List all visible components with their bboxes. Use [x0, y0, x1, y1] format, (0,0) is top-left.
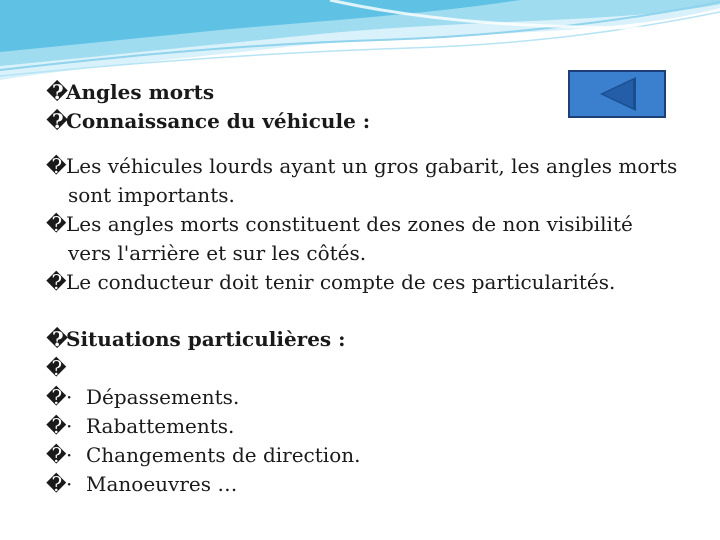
section-connaissance-title: �Connaissance du véhicule :: [46, 107, 706, 136]
bullet-glyph: �: [46, 385, 67, 409]
item-marker: ·: [66, 443, 73, 467]
paragraph-1: �Les véhicules lourds ayant un gros gabarit, les angles morts: [46, 152, 706, 181]
list-item: �· Manoeuvres …: [46, 470, 706, 499]
item-marker: ·: [66, 414, 73, 438]
list-item: �· Changements de direction.: [46, 441, 706, 470]
bullet-glyph: �: [46, 356, 67, 380]
list-item: �· Dépassements.: [46, 383, 706, 412]
bullet-glyph: �: [46, 327, 69, 351]
paragraph-3: �Le conducteur doit tenir compte de ces particularités.: [46, 268, 706, 297]
slide-content: [46, 78, 706, 499]
bullet-glyph: �: [46, 443, 67, 467]
section-angles-morts-title: �Angles morts: [46, 78, 706, 107]
paragraph-1-continued: sont importants.: [68, 183, 235, 207]
bullet-glyph: �: [46, 212, 67, 236]
bullet-glyph: �: [46, 414, 67, 438]
bullet-glyph: �: [46, 472, 67, 496]
item-marker: ·: [66, 472, 73, 496]
bullet-glyph: �: [46, 109, 69, 133]
list-item: �· Rabattements.: [46, 412, 706, 441]
empty-bullet-line: [46, 354, 706, 383]
item-marker: ·: [66, 385, 73, 409]
paragraph-2: �Les angles morts constituent des zones de non visibilité: [46, 210, 706, 239]
paragraph-2-continued: vers l'arrière et sur les côtés.: [68, 241, 367, 265]
section-situations-title: �Situations particulières :: [46, 325, 706, 354]
bullet-glyph: �: [46, 270, 67, 294]
bullet-glyph: �: [46, 154, 67, 178]
bullet-glyph: �: [46, 80, 69, 104]
